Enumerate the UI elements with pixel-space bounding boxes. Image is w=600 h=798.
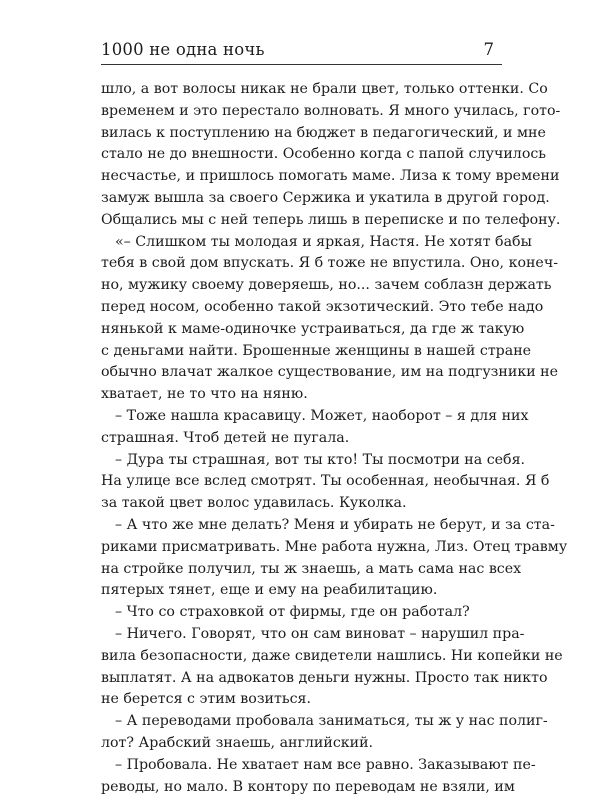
- text-line: обычно влачат жалкое существование, им на подгузники не: [101, 362, 502, 384]
- text-line: реводы, но мало. В контору по переводам не взяли, им: [101, 777, 502, 798]
- text-line: вила безопасности, даже свидетели нашлись. Ни копейки не: [101, 646, 502, 668]
- text-line: – А что же мне делать? Меня и убирать не берут, и за ста-: [101, 515, 502, 537]
- text-line: «– Слишком ты молодая и яркая, Настя. Не хотят бабы: [101, 232, 502, 254]
- text-line: страшная. Чтоб детей не пугала.: [101, 428, 502, 450]
- text-line: стало не до внешности. Особенно когда с папой случилось: [101, 144, 502, 166]
- text-line: пятерых тянет, еще и ему на реабилитацию.: [101, 580, 502, 602]
- text-line: Общались мы с ней теперь лишь в переписке и по телефону.: [101, 210, 502, 232]
- running-title: 1000 не одна ночь: [101, 38, 265, 62]
- text-line: временем и это перестало волновать. Я много училась, гото-: [101, 101, 502, 123]
- text-line: – Пробовала. Не хватает нам все равно. Заказывают пе-: [101, 755, 502, 777]
- text-line: перед носом, особенно такой экзотический. Это тебе надо: [101, 297, 502, 319]
- text-line: на стройке получил, ты ж знаешь, а мать сама нас всех: [101, 559, 502, 581]
- body-text: [101, 79, 502, 798]
- text-line: за такой цвет волос удавилась. Куколка.: [101, 493, 502, 515]
- text-line: шло, а вот волосы никак не брали цвет, только оттенки. Со: [101, 79, 502, 101]
- text-line: – А переводами пробовала заниматься, ты ж у нас полиг-: [101, 711, 502, 733]
- text-line: – Тоже нашла красавицу. Может, наоборот – я для них: [101, 406, 502, 428]
- text-line: не берется с этим возиться.: [101, 689, 502, 711]
- text-line: – Что со страховкой от фирмы, где он работал?: [101, 602, 502, 624]
- text-line: несчастье, и пришлось помогать маме. Лиза к тому времени: [101, 166, 502, 188]
- page-number: 7: [484, 38, 495, 62]
- text-line: хватает, не то что на няню.: [101, 384, 502, 406]
- text-line: замуж вышла за своего Сержика и укатила в другой город.: [101, 188, 502, 210]
- text-line: выплатят. А на адвокатов деньги нужны. Просто так никто: [101, 668, 502, 690]
- text-line: нянькой к маме-одиночке устраиваться, да где ж такую: [101, 319, 502, 341]
- text-line: с деньгами найти. Брошенные женщины в нашей стране: [101, 341, 502, 363]
- running-header: [101, 38, 502, 62]
- text-line: На улице все вслед смотрят. Ты особенная, необычная. Я б: [101, 471, 502, 493]
- header-rule: [101, 64, 502, 65]
- text-line: – Ничего. Говорят, что он сам виноват – нарушил пра-: [101, 624, 502, 646]
- text-line: риками присматривать. Мне работа нужна, Лиз. Отец травму: [101, 537, 502, 559]
- text-line: лот? Арабский знаешь, английский.: [101, 733, 502, 755]
- text-line: – Дура ты страшная, вот ты кто! Ты посмотри на себя.: [101, 450, 502, 472]
- text-line: но, мужику своему доверяешь, но... зачем соблазн держать: [101, 275, 502, 297]
- text-line: тебя в свой дом впускать. Я б тоже не впустила. Оно, конеч-: [101, 253, 502, 275]
- text-line: вилась к поступлению на бюджет в педагогический, и мне: [101, 123, 502, 145]
